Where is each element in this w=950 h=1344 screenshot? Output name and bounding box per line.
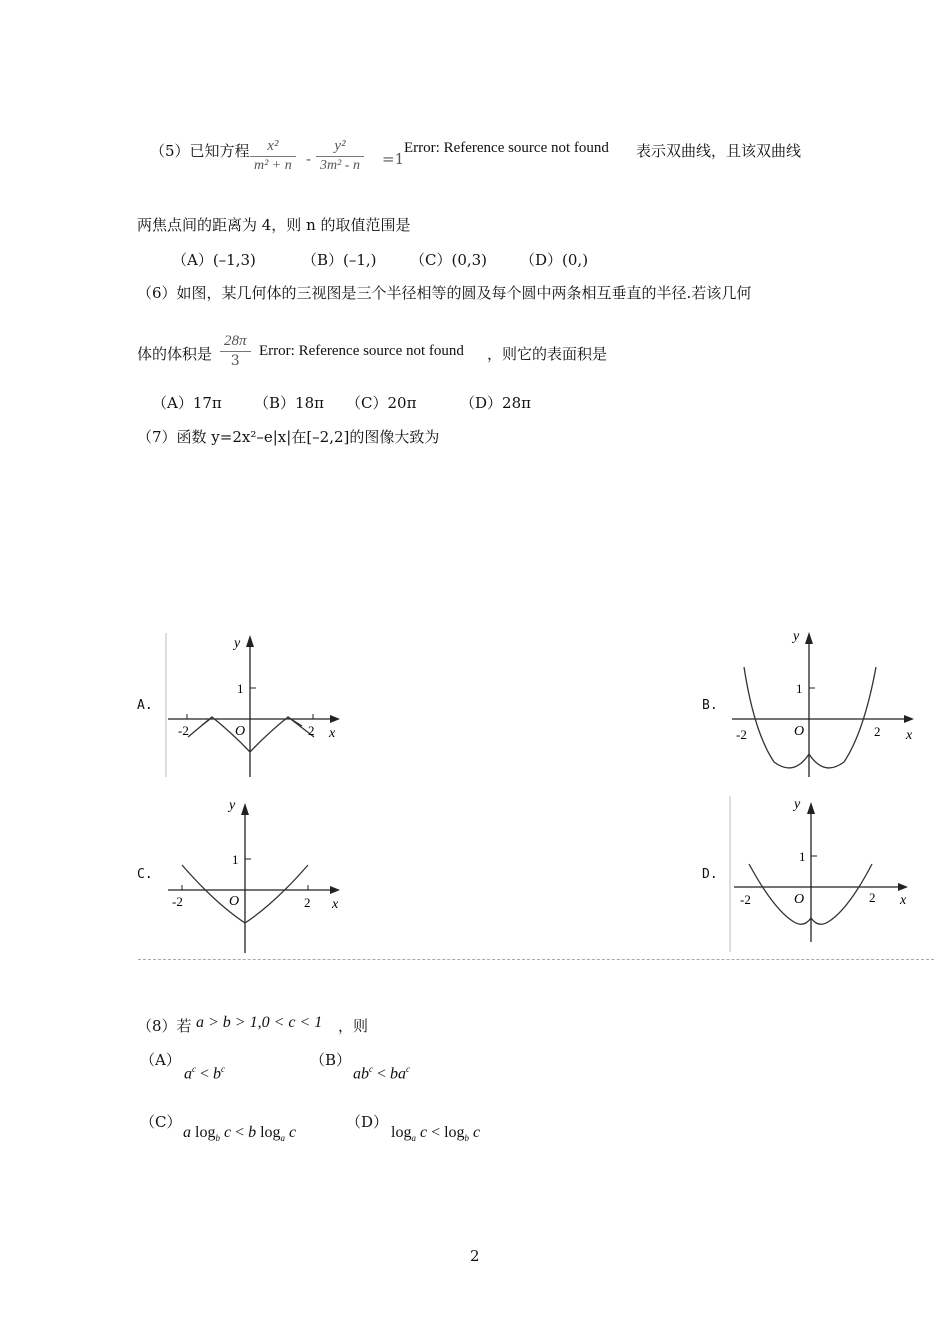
q6-option-d: （D）28π bbox=[460, 394, 531, 412]
graph-c-x-label: x bbox=[332, 897, 339, 912]
q6-prefix: 体的体积是 bbox=[137, 345, 213, 363]
graph-b-y-label: y bbox=[793, 629, 800, 644]
q8-suffix: ，则 bbox=[338, 1017, 369, 1035]
q5-suffix: 表示双曲线，且该双曲线 bbox=[636, 142, 802, 160]
graph-a-tick-1: 1 bbox=[237, 681, 244, 696]
graph-b-x-label: x bbox=[906, 728, 913, 743]
graph-a-y-label: y bbox=[234, 636, 241, 651]
graph-d-tick-2: 2 bbox=[869, 890, 876, 905]
graph-c-label: C. bbox=[137, 867, 153, 882]
graph-d-origin: O bbox=[794, 892, 805, 907]
graph-b-tick-2: 2 bbox=[874, 724, 881, 739]
graph-d-x-label: x bbox=[900, 893, 907, 908]
graph-c-tick-1: 1 bbox=[232, 852, 239, 867]
q5-equals-one: =1 bbox=[382, 150, 405, 168]
q8-option-a-expr: $a^c < b^c$ bbox=[184, 1064, 226, 1083]
q5-frac2-num: y² bbox=[334, 138, 346, 154]
q6-line1: （6）如图，某几何体的三视图是三个半径相等的圆及每个圆中两条相互垂直的半径.若该几何 bbox=[137, 284, 752, 302]
page-number: 2 bbox=[470, 1247, 480, 1265]
graph-c-tick-neg2: -2 bbox=[172, 894, 183, 909]
graph-d-y-label: y bbox=[794, 797, 801, 812]
graph-c-origin: O bbox=[229, 894, 240, 909]
q5-line2: 两焦点间的距离为 4，则 n 的取值范围是 bbox=[137, 216, 411, 234]
q6-suffix: ，则它的表面积是 bbox=[487, 345, 608, 363]
q5-fraction-y bbox=[316, 138, 364, 174]
q6-fraction-volume bbox=[220, 333, 251, 369]
q8-option-d-expr: $\log_a c < \log_b c$ bbox=[391, 1124, 481, 1144]
graph-b-origin: O bbox=[794, 724, 805, 739]
q5-option-d: （D）(0,) bbox=[520, 251, 589, 269]
q8-option-d-label: （D） bbox=[346, 1113, 389, 1131]
q8-option-c-expr: a $\log_b c < b$ $\log_a c$ bbox=[183, 1124, 297, 1144]
graph-a bbox=[160, 625, 360, 785]
q7-text: （7）函数 y=2x²–e|x|在[–2,2]的图像大致为 bbox=[137, 428, 440, 446]
q5-fraction-x bbox=[250, 138, 296, 174]
graph-a-tick-2: 2 bbox=[308, 723, 315, 738]
q5-frac1-num: x² bbox=[267, 138, 279, 154]
q6-frac-den: 3 bbox=[230, 353, 240, 369]
q8-option-a-label: （A） bbox=[140, 1051, 181, 1069]
graph-b-tick-neg2: -2 bbox=[736, 727, 747, 742]
graph-d-tick-neg2: -2 bbox=[740, 892, 751, 907]
q8-option-c-label: （C） bbox=[140, 1113, 182, 1131]
graph-c bbox=[160, 793, 360, 958]
graph-d bbox=[724, 792, 924, 954]
graph-d-label: D. bbox=[702, 867, 718, 882]
graph-b-label: B. bbox=[702, 698, 718, 713]
q6-option-b: （B）18π bbox=[254, 394, 324, 412]
graph-b-tick-1: 1 bbox=[796, 681, 803, 696]
graph-b bbox=[724, 622, 924, 782]
graph-a-x-label: x bbox=[329, 726, 336, 741]
q6-error-text: Error: Reference source not found bbox=[259, 343, 464, 359]
graph-a-label: A. bbox=[137, 698, 153, 713]
graph-a-tick-neg2: -2 bbox=[178, 723, 189, 738]
q5-minus: - bbox=[306, 150, 312, 168]
graph-d-tick-1: 1 bbox=[799, 849, 806, 864]
q8-condition: a > b > 1,0 < c < 1 bbox=[196, 1014, 323, 1031]
section-divider bbox=[138, 959, 934, 960]
q6-option-c: （C）20π bbox=[346, 394, 417, 412]
q5-option-b: （B）(–1,) bbox=[302, 251, 377, 269]
graph-c-y-label: y bbox=[229, 798, 236, 813]
graph-c-tick-2: 2 bbox=[304, 895, 311, 910]
q8-option-b-expr: $ab^c < ba^c$ bbox=[353, 1064, 411, 1083]
q5-error-text: Error: Reference source not found bbox=[404, 140, 609, 156]
q5-prefix: （5）已知方程 bbox=[150, 142, 250, 160]
q6-option-a: （A）17π bbox=[152, 394, 222, 412]
q5-option-c: （C）(0,3) bbox=[410, 251, 488, 269]
graph-a-origin: O bbox=[235, 724, 246, 739]
q5-frac1-den: m² + n bbox=[254, 158, 292, 173]
q5-option-a: （A）(–1,3) bbox=[172, 251, 256, 269]
q8-prefix: （8）若 bbox=[137, 1017, 192, 1035]
q8-option-b-label: （B） bbox=[310, 1051, 352, 1069]
q5-frac2-den: 3m² - n bbox=[320, 158, 360, 173]
q6-frac-num: 28π bbox=[224, 333, 247, 349]
